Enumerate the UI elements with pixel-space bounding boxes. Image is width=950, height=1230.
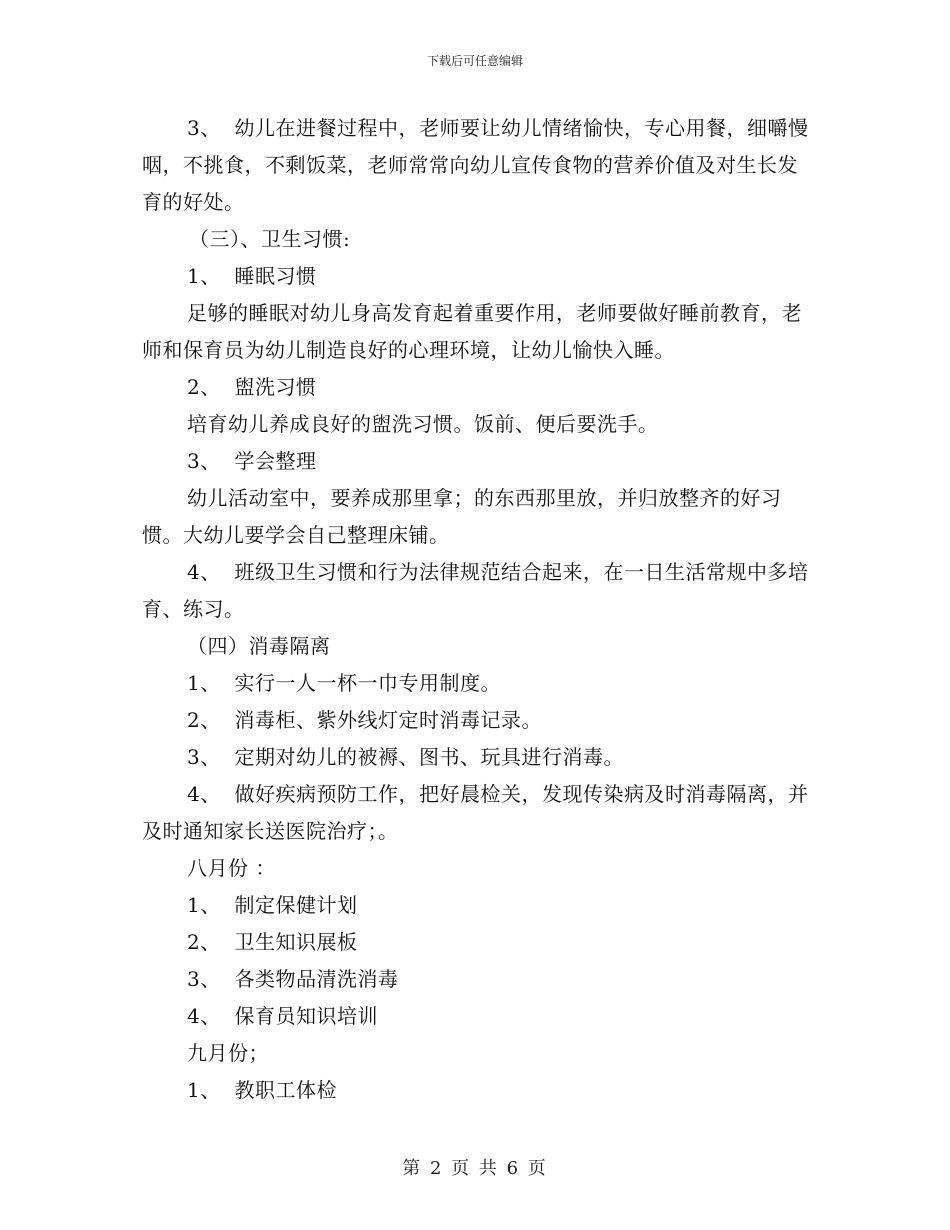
paragraph-class-hygiene: 4、 班级卫生习惯和行为法律规范结合起来，在一日生活常规中多培育、练习。 [142, 560, 809, 621]
document-body [142, 110, 810, 1109]
paragraph-meal-habits: 3、 幼儿在进餐过程中，老师要让幼儿情绪愉快，专心用餐，细嚼慢咽，不挑食，不剩饭菜，老师常常向幼儿宣传食物的营养价值及对生长发育的好处。 [142, 116, 809, 214]
page-number: 第 2 页 共 6 页 [402, 1158, 548, 1179]
section-heading-hygiene: （三）、卫生习惯: [189, 227, 351, 251]
paragraph-sleep: 足够的睡眠对幼儿身高发育起着重要作用，老师要做好睡前教育，老师和保育员为幼儿制造良好的心理环境，让幼儿愉快入睡。 [142, 301, 802, 362]
list-item-sleep: 1、 睡眠习惯 [187, 264, 317, 288]
list-item-cup-towel: 1、 实行一人一杯一巾专用制度。 [187, 671, 501, 695]
list-item-august-4: 4、 保育员知识培训 [187, 1004, 378, 1028]
month-heading-september: 九月份； [187, 1041, 269, 1065]
page-header: 下载后可任意编辑 [426, 54, 523, 68]
list-item-tidying: 3、 学会整理 [187, 449, 317, 473]
list-item-august-2: 2、 卫生知识展板 [187, 930, 358, 954]
list-item-washing: 2、 盥洗习惯 [187, 375, 317, 399]
list-item-september-1: 1、 教职工体检 [187, 1078, 337, 1102]
list-item-august-3: 3、 各类物品清洗消毒 [187, 967, 399, 991]
month-heading-august: 八月份 ： [187, 856, 276, 880]
section-heading-disinfection: （四）消毒隔离 [187, 634, 331, 658]
paragraph-washing: 培育幼儿养成良好的盥洗习惯。饭前、便后要洗手。 [187, 412, 659, 436]
paragraph-tidying: 幼儿活动室中，要养成那里拿；的东西那里放，并归放整齐的好习惯。大幼儿要学会自己整理床铺。 [142, 486, 782, 547]
list-item-august-1: 1、 制定保健计划 [187, 893, 358, 917]
list-item-bedding: 3、 定期对幼儿的被褥、图书、玩具进行消毒。 [187, 745, 624, 769]
list-item-uv-lamp: 2、 消毒柜、紫外线灯定时消毒记录。 [187, 708, 542, 732]
list-item-disease-prevention: 4、 做好疾病预防工作，把好晨检关，发现传染病及时消毒隔离，并及时通知家长送医院治疗；。 [142, 782, 809, 843]
